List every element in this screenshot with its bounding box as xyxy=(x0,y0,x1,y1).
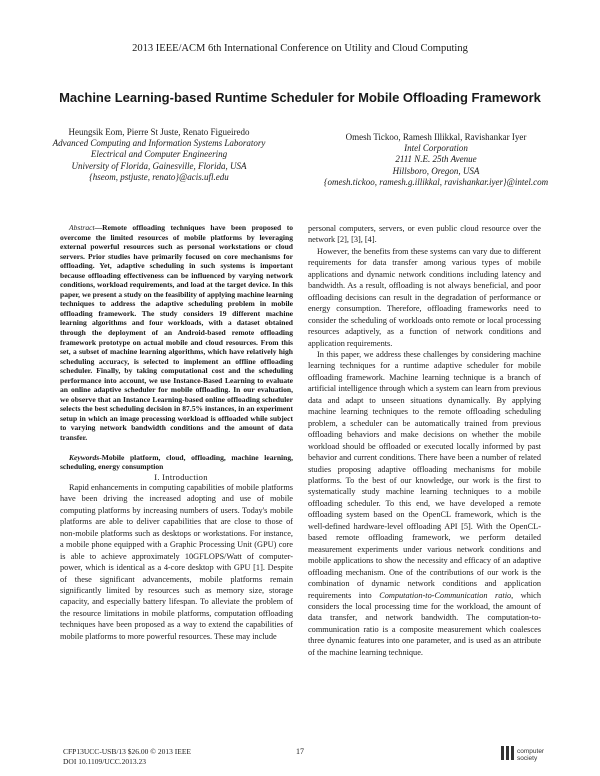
right-paragraph-2-b: , which considers the local processing time for the workload, the amount of data transfer, and network bandwidth. The computation-to-communication ratio is a composite measurement which coalesces three dynamic features into one parameter, and is used as an attribute of the machine learning technique. xyxy=(308,590,541,657)
author-names-2: Omesh Tickoo, Ramesh Illikkal, Ravishankar Iyer xyxy=(345,132,527,142)
author-names-1: Heungsik Eom, Pierre St Juste, Renato Figueiredo xyxy=(68,127,250,137)
keywords-text: Mobile platform, cloud, offloading, machine learning, scheduling, energy consumption xyxy=(60,452,293,472)
logo-line-1: computer xyxy=(517,748,545,755)
author-block-2 xyxy=(291,132,581,188)
keywords-lead: Keywords- xyxy=(69,452,102,462)
footer-doi-line: DOI 10.1109/UCC.2013.23 xyxy=(63,757,147,766)
section-heading-introduction: I. Introduction xyxy=(154,471,208,482)
author-email-1: {hseom, pstjuste, renato}@acis.ufl.edu xyxy=(89,171,229,182)
author-block-1 xyxy=(14,127,304,183)
abstract xyxy=(60,223,293,443)
computer-society-logo-text xyxy=(517,748,544,762)
author-org-2: Intel Corporation xyxy=(404,143,468,154)
author-street-2: 2111 N.E. 25th Avenue xyxy=(395,154,477,165)
right-paragraph-2-a: In this paper, we address these challenges by considering machine learning techniques for a runtime adaptive scheduler for mobile offloading framework. Machine learning technique is a branch of artificial intelligence through which a system can learn from previous data and adapt to unseen situations dynamically. By applying machine learning techniques to the remote offloading scheduling problem, a scheduler can be automatically trained from previous offloading behaviors and make decisions on whether the mobile workload should be offloaded or executed locally informed by past behavior and current conditions. There have been a number of related studies proposing adaptive offloading mechanisms for mobile platforms. To the best of our knowledge, our work is the first to systematically study machine learning techniques to a mobile offloading scheduler. To this end, we have developed a remote offloading system based on the OpenCL framework, which is the well-defined hardware-level offloading API [5]. With the OpenCL-based remote offloading framework, we perform detailed measurement experiments under various network conditions and mobile applications to show the necessity and efficacy of an adaptive offloading mechanism. One of the contributions of our work is the combination of dynamic network conditions and application requirements into xyxy=(308,349,541,600)
abstract-text: —Remote offloading techniques have been proposed to overcome the limited resources of mobile platforms by leveraging external powerful resources such as personal workstations or cloud servers. Prior studies have primarily focused on core mechanisms for offloading. Yet, adaptive scheduling in such systems is important because offloading effectiveness can be influenced by varying network conditions, workload requirements, and load at the target device. In this paper, we present a study on the feasibility of applying machine learning techniques to address the adaptive scheduling problem in mobile offloading framework. The study considers 19 different machine learning algorithms and four workloads, with a dataset obtained through the deployment of an Android-based remote offloading framework prototype on actual mobile and cloud resources. From this set, a subset of machine learning algorithms, which have relatively high scheduling accuracy, is selected to implement an offline offloading scheduler. Finally, by taking computational cost and the scheduling performance into account, we use Instance-Based Learning to evaluate an online adaptive scheduler for mobile offloading. In our evaluation, we observe that an Instance Learning-based online offloading scheduler selects the best scheduling decision in 87.5% instances, in an experiment setup in which an image processing workload is offloaded while subject to varying network bandwidth conditions and the amount of data transfer. xyxy=(60,223,293,443)
author-dept-1: Electrical and Computer Engineering xyxy=(90,149,228,160)
paper-title: Machine Learning-based Runtime Scheduler for Mobile Offloading Framework xyxy=(59,90,541,105)
author-lab-1: Advanced Computing and Information Systems Laboratory xyxy=(52,138,266,149)
keywords xyxy=(60,453,293,472)
computation-ratio-term: Computation-to-Communication ratio xyxy=(379,590,512,600)
footer-copyright xyxy=(63,747,191,767)
intro-paragraph-1: Rapid enhancements in computing capabilities of mobile platforms have been driving the increased adopting and use of mobile computing platforms by increasing numbers of users. Today's mobile platforms are able to deliver capabilities that are close to those of non-mobile platforms such as desktops or workstations. For instance, a mobile phone equipped with a Graphic Processing Unit (GPU) core is able to achieve approximately 10GFLOPS/Watt of computer-power, which is identical as a 4-core desktop with GPU [1]. Despite of these significant advancements, mobile platforms remain significantly limited by resources such as memory size, storage capacity, and especially battery lifespan. To alleviate the problem of the resource limitations in mobile platforms, computation offloading techniques have been proposed as a way to extend the capabilities of mobile platforms to more powerful resources. These may include xyxy=(60,482,293,641)
footer-price-line: CFP13UCC-USB/13 $26.00 © 2013 IEEE xyxy=(63,747,192,756)
author-univ-1: University of Florida, Gainesville, Florida, USA xyxy=(71,160,247,171)
right-paragraph-2 xyxy=(308,349,541,658)
right-paragraph-0: personal computers, servers, or even public cloud resource over the network [2], [3], [4]. xyxy=(308,224,541,245)
right-paragraph-1: However, the benefits from these systems can vary due to different requirements for data transfer among various types of mobile applications and dynamic network conditions including latency and bandwidth. As a result, offloading is not always beneficial, and poor offloading decisions can result in the degradation of performance or energy consumption. Therefore, offloading frameworks need to consider the scheduling of workloads onto remote or local processing resources adaptively, as a function of network conditions and application requirements. xyxy=(308,246,541,348)
logo-line-2: society xyxy=(517,755,538,762)
conference-header: 2013 IEEE/ACM 6th International Conference on Utility and Cloud Computing xyxy=(132,43,468,54)
author-email-2: {omesh.tickoo, ramesh.g.illikkal, ravishankar.iyer}@intel.com xyxy=(323,176,549,187)
left-column xyxy=(60,223,293,642)
right-column xyxy=(308,223,541,658)
page-number: 17 xyxy=(296,747,304,756)
author-city-2: Hillsboro, Oregon, USA xyxy=(392,165,480,176)
abstract-lead: Abstract xyxy=(69,223,95,232)
